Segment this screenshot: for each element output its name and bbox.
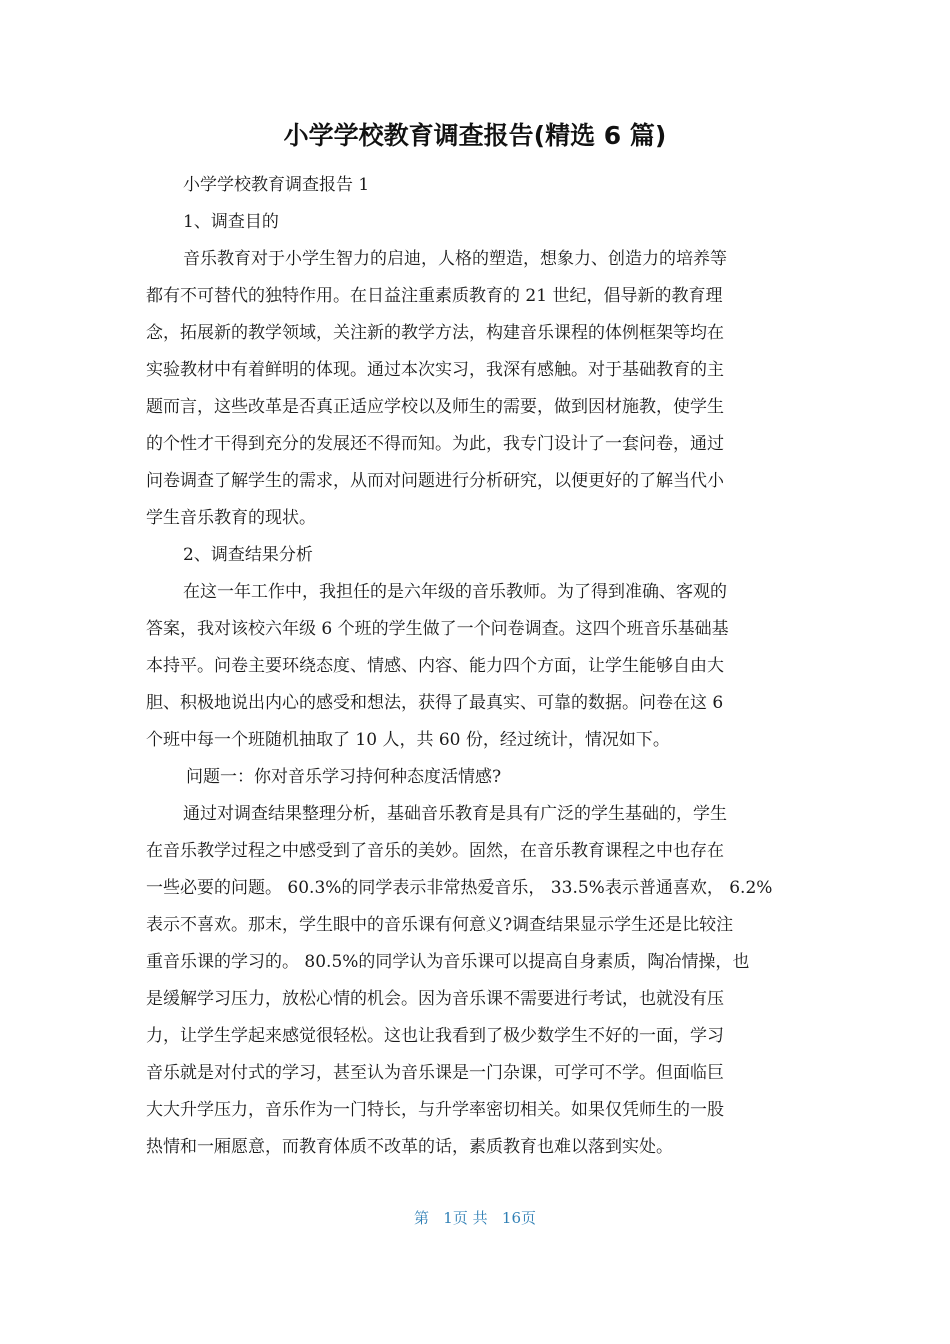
text-line: 学生音乐教育的现状。	[146, 508, 316, 528]
text-line: 答案，我对该校六年级 6 个班的学生做了一个问卷调查。这四个班音乐基础基	[146, 619, 729, 639]
text-line: 胆、积极地说出内心的感受和想法，获得了最真实、可靠的数据。问卷在这 6	[146, 693, 724, 713]
text-line: 力，让学生学起来感觉很轻松。这也让我看到了极少数学生不好的一面，学习	[146, 1026, 724, 1046]
text-line: 音乐教育对于小学生智力的启迪，人格的塑造，想象力、创造力的培养等	[183, 249, 727, 269]
text-line: 2、调查结果分析	[183, 545, 313, 565]
text-line: 音乐就是对付式的学习，甚至认为音乐课是一门杂课，可学可不学。但面临巨	[146, 1063, 724, 1083]
text-line: 问题一：你对音乐学习持何种态度活情感?	[186, 767, 502, 787]
text-line: 本持平。问卷主要环绕态度、情感、内容、能力四个方面，让学生能够自由大	[146, 656, 724, 676]
page-footer	[0, 1206, 950, 1230]
text-line: 大大升学压力，音乐作为一门特长，与升学率密切相关。如果仅凭师生的一股	[146, 1100, 724, 1120]
document-title: 小学学校教育调查报告(精选 6 篇)	[283, 121, 667, 150]
text-line: 题而言，这些改革是否真正适应学校以及师生的需要，做到因材施教，使学生	[146, 397, 724, 417]
text-line: 重音乐课的学习的。 80.5%的同学认为音乐课可以提高自身素质，陶冶情操，也	[146, 952, 750, 972]
text-line: 实验教材中有着鲜明的体现。通过本次实习，我深有感触。对于基础教育的主	[146, 360, 724, 380]
text-line: 小学学校教育调查报告 1	[183, 175, 370, 195]
page-number: 第 1页 共 16页	[413, 1209, 536, 1227]
text-line: 通过对调查结果整理分析，基础音乐教育是具有广泛的学生基础的，学生	[183, 804, 727, 824]
text-line: 念，拓展新的教学领域，关注新的教学方法，构建音乐课程的体例框架等均在	[146, 323, 724, 343]
text-line: 个班中每一个班随机抽取了 10 人，共 60 份，经过统计，情况如下。	[146, 730, 670, 750]
text-line: 的个性才干得到充分的发展还不得而知。为此，我专门设计了一套问卷，通过	[146, 434, 724, 454]
text-line: 问卷调查了解学生的需求，从而对问题进行分析研究，以便更好的了解当代小	[146, 471, 724, 491]
text-line: 是缓解学习压力，放松心情的机会。因为音乐课不需要进行考试，也就没有压	[146, 989, 724, 1009]
text-line: 1、调查目的	[183, 212, 279, 232]
text-line: 表示不喜欢。那末，学生眼中的音乐课有何意义?调查结果显示学生还是比较注	[146, 915, 734, 935]
text-line: 热情和一厢愿意，而教育体质不改革的话，素质教育也难以落到实处。	[146, 1137, 673, 1157]
document-body	[146, 167, 806, 1166]
text-line: 在音乐教学过程之中感受到了音乐的美妙。固然，在音乐教育课程之中也存在	[146, 841, 724, 861]
text-line: 都有不可替代的独特作用。在日益注重素质教育的 21 世纪，倡导新的教育理	[146, 286, 723, 306]
text-line: 在这一年工作中，我担任的是六年级的音乐教师。为了得到准确、客观的	[183, 582, 727, 602]
text-line: 一些必要的问题。 60.3%的同学表示非常热爱音乐， 33.5%表示普通喜欢， 6.2%	[146, 878, 773, 898]
